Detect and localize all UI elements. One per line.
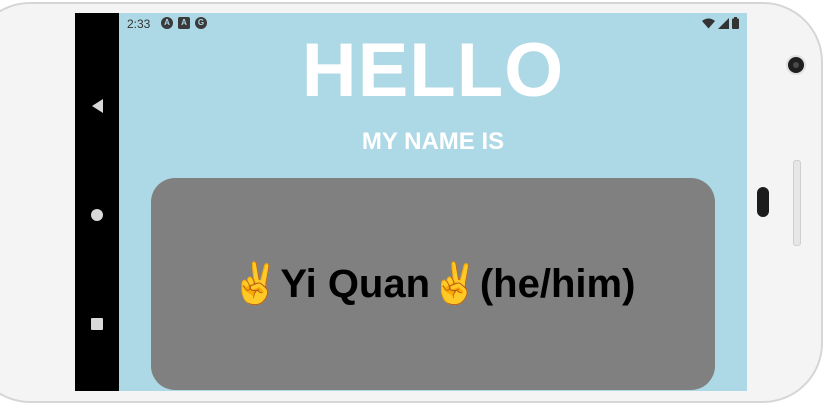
recents-icon [91, 318, 103, 330]
front-camera-icon [788, 57, 804, 73]
name-text: ✌️Yi Quan✌️(he/him) [230, 262, 636, 306]
notification-a-square-icon: A [178, 17, 190, 29]
battery-icon [732, 17, 739, 29]
navigation-bar [75, 13, 119, 391]
app-screen [119, 13, 747, 391]
status-time: 2:33 [127, 17, 151, 31]
wifi-icon [702, 18, 715, 29]
home-button[interactable] [75, 200, 119, 230]
recents-button[interactable] [75, 309, 119, 339]
back-button[interactable] [75, 91, 119, 121]
earpiece-speaker [757, 187, 769, 217]
system-icons [702, 17, 739, 29]
back-icon [92, 99, 103, 113]
signal-icon [718, 18, 729, 29]
greeting-heading: HELLO [301, 28, 565, 113]
volume-button[interactable] [793, 160, 801, 246]
subtitle-text: MY NAME IS [361, 128, 505, 155]
name-card [151, 178, 715, 390]
notification-a-icon: A [161, 17, 173, 29]
notification-icons [161, 17, 207, 29]
notification-g-icon: G [195, 17, 207, 29]
home-icon [91, 209, 103, 221]
